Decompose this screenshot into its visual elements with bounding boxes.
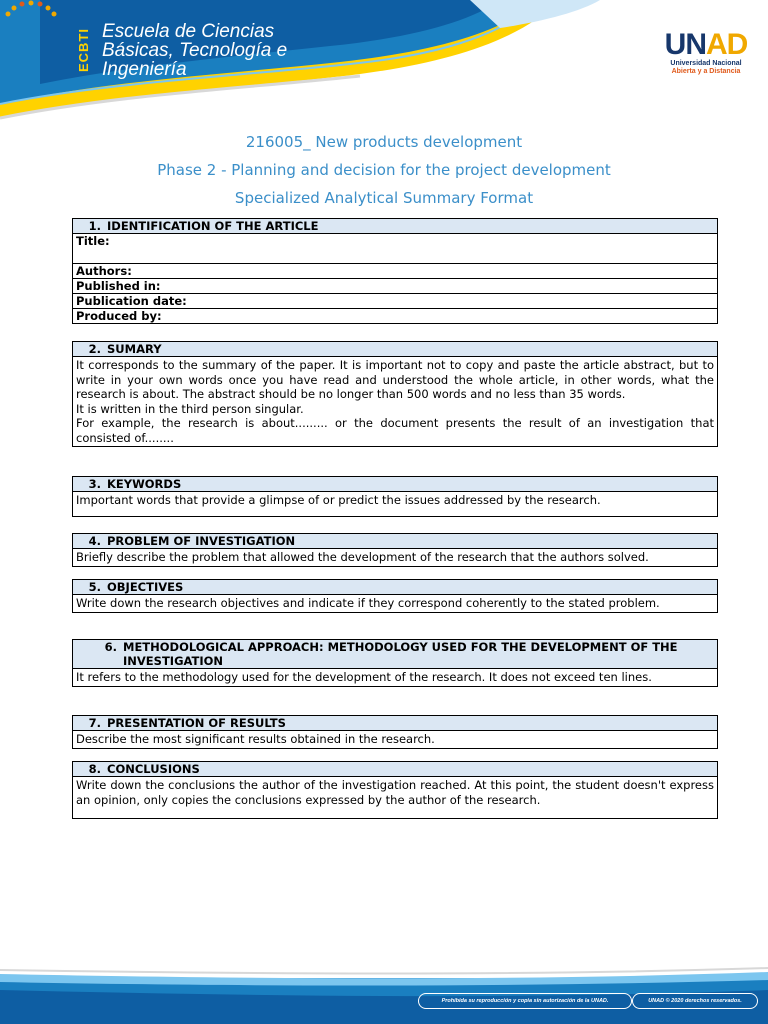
logo-dots-icon bbox=[0, 0, 70, 20]
section-number: 4. bbox=[88, 534, 101, 548]
school-name bbox=[102, 22, 287, 79]
section-number: 3. bbox=[88, 477, 101, 491]
section-number: 1. bbox=[88, 219, 101, 233]
section-results bbox=[72, 715, 718, 749]
section-title: METHODOLOGICAL APPROACH: METHODOLOGY USED FOR THE DEVELOPMENT OF THE INVESTIGATION bbox=[123, 640, 678, 668]
section-title: PRESENTATION OF RESULTS bbox=[107, 716, 286, 730]
section-methodology bbox=[72, 639, 718, 687]
summary-paragraph: It corresponds to the summary of the paper. It is important not to copy and paste the article abstract, but to write in your own words once you have read and understood the whole article, in other words, what the research is about. The abstract should be no longer than 500 words and no less than 35 words. bbox=[76, 358, 714, 401]
unad-logo bbox=[656, 14, 756, 84]
section-heading bbox=[73, 580, 717, 595]
logo-line-2: Abierta y a Distancia bbox=[671, 68, 741, 75]
section-heading bbox=[73, 477, 717, 492]
section-title: SUMARY bbox=[107, 342, 162, 356]
section-problem bbox=[72, 533, 718, 567]
page-header bbox=[0, 0, 768, 120]
field-publication-date: Publication date: bbox=[73, 294, 717, 309]
footer-copyright: UNAD © 2020 derechos reservados. bbox=[632, 993, 758, 1009]
summary-paragraph: It is written in the third person singular. bbox=[76, 401, 304, 416]
course-title: 216005_ New products development bbox=[245, 133, 523, 151]
section-heading bbox=[73, 219, 717, 234]
field-published-in: Published in: bbox=[73, 279, 717, 294]
section-number: 5. bbox=[88, 580, 101, 594]
section-identification bbox=[72, 218, 718, 324]
footer-banner-graphic bbox=[0, 960, 768, 1024]
ecbti-acronym: ECBTI bbox=[76, 28, 91, 72]
phase-title: Phase 2 - Planning and decision for the project development bbox=[157, 161, 611, 179]
section-number: 7. bbox=[88, 716, 101, 730]
section-number: 8. bbox=[88, 762, 101, 776]
logo-wordmark bbox=[656, 30, 756, 60]
document-titles bbox=[0, 128, 768, 212]
section-body: Briefly describe the problem that allowed the development of the research that the authors solved. bbox=[76, 550, 649, 564]
section-body: Describe the most significant results obtained in the research. bbox=[76, 732, 435, 746]
section-summary bbox=[72, 341, 718, 447]
logo-ad: AD bbox=[706, 28, 748, 61]
section-number: 6. bbox=[104, 640, 117, 654]
footer-notice: Prohibida su reproducción y copia sin autorización de la UNAD. bbox=[418, 993, 632, 1009]
section-heading bbox=[73, 342, 717, 357]
section-conclusions bbox=[72, 761, 718, 819]
section-title: CONCLUSIONS bbox=[107, 762, 200, 776]
section-body: Write down the research objectives and indicate if they correspond coherently to the stated problem. bbox=[76, 596, 660, 610]
school-name-line: Escuela de Ciencias bbox=[102, 21, 275, 42]
field-produced-by: Produced by: bbox=[76, 309, 162, 323]
section-title: IDENTIFICATION OF THE ARTICLE bbox=[107, 219, 319, 233]
section-title: OBJECTIVES bbox=[107, 580, 184, 594]
section-heading bbox=[73, 534, 717, 549]
summary-paragraph: For example, the research is about......... or the document presents the result of an investigation that consisted of........ bbox=[76, 416, 714, 445]
logo-n: N bbox=[685, 28, 706, 61]
format-title: Specialized Analytical Summary Format bbox=[234, 189, 534, 207]
field-title: Title: bbox=[73, 234, 717, 264]
section-objectives bbox=[72, 579, 718, 613]
field-authors: Authors: bbox=[73, 264, 717, 279]
section-body bbox=[73, 357, 717, 446]
logo-line-1: Universidad Nacional bbox=[670, 60, 742, 67]
section-title: KEYWORDS bbox=[107, 477, 182, 491]
section-title: PROBLEM OF INVESTIGATION bbox=[107, 534, 296, 548]
section-body: It refers to the methodology used for the development of the research. It does not exceed ten lines. bbox=[76, 670, 652, 684]
section-heading bbox=[73, 716, 717, 731]
section-heading bbox=[73, 762, 717, 777]
section-number: 2. bbox=[88, 342, 101, 356]
logo-u: U bbox=[664, 28, 686, 61]
school-name-line: Básicas, Tecnología e bbox=[102, 40, 288, 61]
section-keywords bbox=[72, 476, 718, 517]
page-footer bbox=[0, 960, 768, 1024]
school-name-line: Ingeniería bbox=[102, 59, 187, 80]
section-body: Write down the conclusions the author of the investigation reached. At this point, the student doesn't express an opinion, only copies the conclusions expressed by the author of the research. bbox=[76, 778, 714, 807]
section-body: Important words that provide a glimpse of or predict the issues addressed by the research. bbox=[76, 493, 601, 507]
section-heading bbox=[73, 640, 717, 669]
